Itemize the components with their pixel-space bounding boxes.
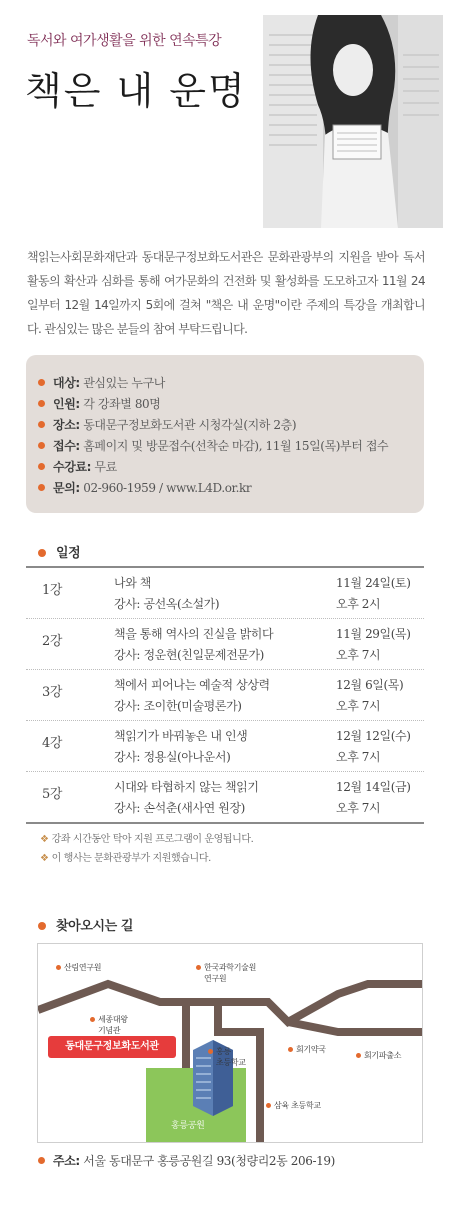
bullet-dot [38,400,45,407]
map-marker-icon [90,1017,95,1022]
lecture-time: 오후 7시 [336,648,381,662]
bullet-dot [38,463,45,470]
lecture-number: 5강 [42,787,63,802]
schedule-row [26,568,424,618]
map-label-forest-institute: 산림연구원 [56,962,101,973]
directions-heading [38,915,133,934]
info-label: 문의: [53,481,80,495]
lecture-date: 11월 29일(목) [336,627,411,641]
info-capacity [38,394,388,415]
info-value: 관심있는 누구나 [83,376,165,390]
info-label: 대상: [53,376,80,390]
reading-woman-photo [263,15,443,228]
info-venue [38,415,388,436]
event-info-box [26,355,424,513]
schedule-row [26,771,424,822]
lecture-time: 오후 7시 [336,750,381,764]
map-marker-icon [288,1047,293,1052]
map-label-samyuk-school: 삼육 초등학교 [266,1100,321,1111]
schedule-row [26,618,424,669]
lecture-time: 오후 7시 [336,801,381,815]
info-value: 각 강좌별 80명 [83,397,161,411]
lecture-time: 오후 2시 [336,597,381,611]
schedule-heading [38,542,80,561]
info-registration [38,436,388,457]
map-marker-icon [266,1103,271,1108]
lecture-topic: 책에서 피어나는 예술적 상상력 [114,678,270,692]
info-value: 02-960-1959 / www.L4D.or.kr [83,481,252,495]
location-map [37,943,423,1143]
map-marker-icon [356,1053,361,1058]
bullet-dot [38,549,46,557]
lecture-speaker: 강사: 공선옥(소설가) [114,597,220,611]
lecture-topic: 책읽기가 바꿔놓은 내 인생 [114,729,248,743]
lecture-number: 3강 [42,685,63,700]
bullet-dot [38,421,45,428]
map-label-kist: 한국과학기술원 연구원 [196,962,256,984]
note-item [40,830,253,849]
bullet-dot [38,484,45,491]
diamond-icon: ❖ [40,834,49,845]
lecture-number: 4강 [42,736,63,751]
lecture-speaker: 강사: 정용실(아나운서) [114,750,231,764]
schedule-table [26,566,424,824]
schedule-row [26,720,424,771]
bullet-dot [38,442,45,449]
library-map-label: 동대문구정보화도서관 [48,1036,176,1058]
info-value: 홈페이지 및 방문접수(선착순 마감), 11월 15일(목)부터 접수 [83,439,389,453]
map-label-hoegi-pharmacy: 회기약국 [288,1044,326,1055]
info-value: 무료 [94,460,117,474]
info-label: 장소: [53,418,80,432]
lecture-speaker: 강사: 손석춘(새사연 원장) [114,801,245,815]
note-text: 강좌 시간동안 탁아 지원 프로그램이 운영됩니다. [51,834,254,845]
note-text: 이 행사는 문화관광부가 지원했습니다. [51,853,211,864]
map-label-sejong: 세종대왕 기념관 [90,1014,128,1036]
lecture-speaker: 강사: 조이한(미술평론가) [114,699,242,713]
intro-paragraph: 책읽는사회문화재단과 동대문구정보화도서관은 문화관광부의 지원을 받아 독서활동의 확산과 심화를 통해 여가문화의 건전화 및 활성화를 도모하고자 11월 24일부터 12월 14일까지 5회에 걸쳐 "책은 내 운명"이란 주제의 특강을 개최합니다. 관심있는 많은 분들의 참여 부탁드립니다. [27,250,425,336]
diamond-icon: ❖ [40,853,49,864]
lecture-time: 오후 7시 [336,699,381,713]
map-marker-icon [208,1049,213,1054]
park-map-label: 홍릉공원 [171,1121,205,1131]
schedule-heading-text: 일정 [56,546,81,561]
lecture-topic: 나와 책 [114,576,151,590]
lecture-topic: 책을 통해 역사의 진실을 밝히다 [114,627,274,641]
address-text: 서울 동대문구 홍릉공원길 93(청량리2동 206-19) [83,1154,335,1168]
lecture-date: 12월 6일(목) [336,678,404,692]
map-marker-icon [196,965,201,970]
lecture-date: 11월 24일(토) [336,576,411,590]
map-label-honglung-school: 홍릉 초등학교 [208,1046,246,1068]
schedule-notes [40,830,253,868]
info-value: 동대문구정보화도서관 시청각실(지하 2층) [83,418,297,432]
info-fee [38,457,388,478]
schedule-row [26,669,424,720]
address-line [38,1152,335,1169]
bullet-dot [38,379,45,386]
lecture-speaker: 강사: 정운현(친일문제전문가) [114,648,264,662]
map-marker-icon [56,965,61,970]
info-audience [38,373,388,394]
map-label-hoegi-police: 회기파출소 [356,1050,401,1061]
bullet-dot [38,922,46,930]
bullet-dot [38,1157,45,1164]
info-label: 수강료: [53,460,91,474]
directions-heading-text: 찾아오시는 길 [56,919,134,934]
event-title: 책은 내 운명 [25,69,247,113]
lecture-date: 12월 12일(수) [336,729,411,743]
lecture-number: 1강 [42,583,63,598]
info-label: 접수: [53,439,80,453]
address-label: 주소: [53,1154,80,1168]
info-contact [38,478,388,499]
info-label: 인원: [53,397,80,411]
note-item [40,849,253,868]
lecture-topic: 시대와 타협하지 않는 책읽기 [114,780,259,794]
lecture-number: 2강 [42,634,63,649]
lecture-date: 12월 14일(금) [336,780,411,794]
event-subtitle: 독서와 여가생활을 위한 연속특강 [27,33,222,49]
